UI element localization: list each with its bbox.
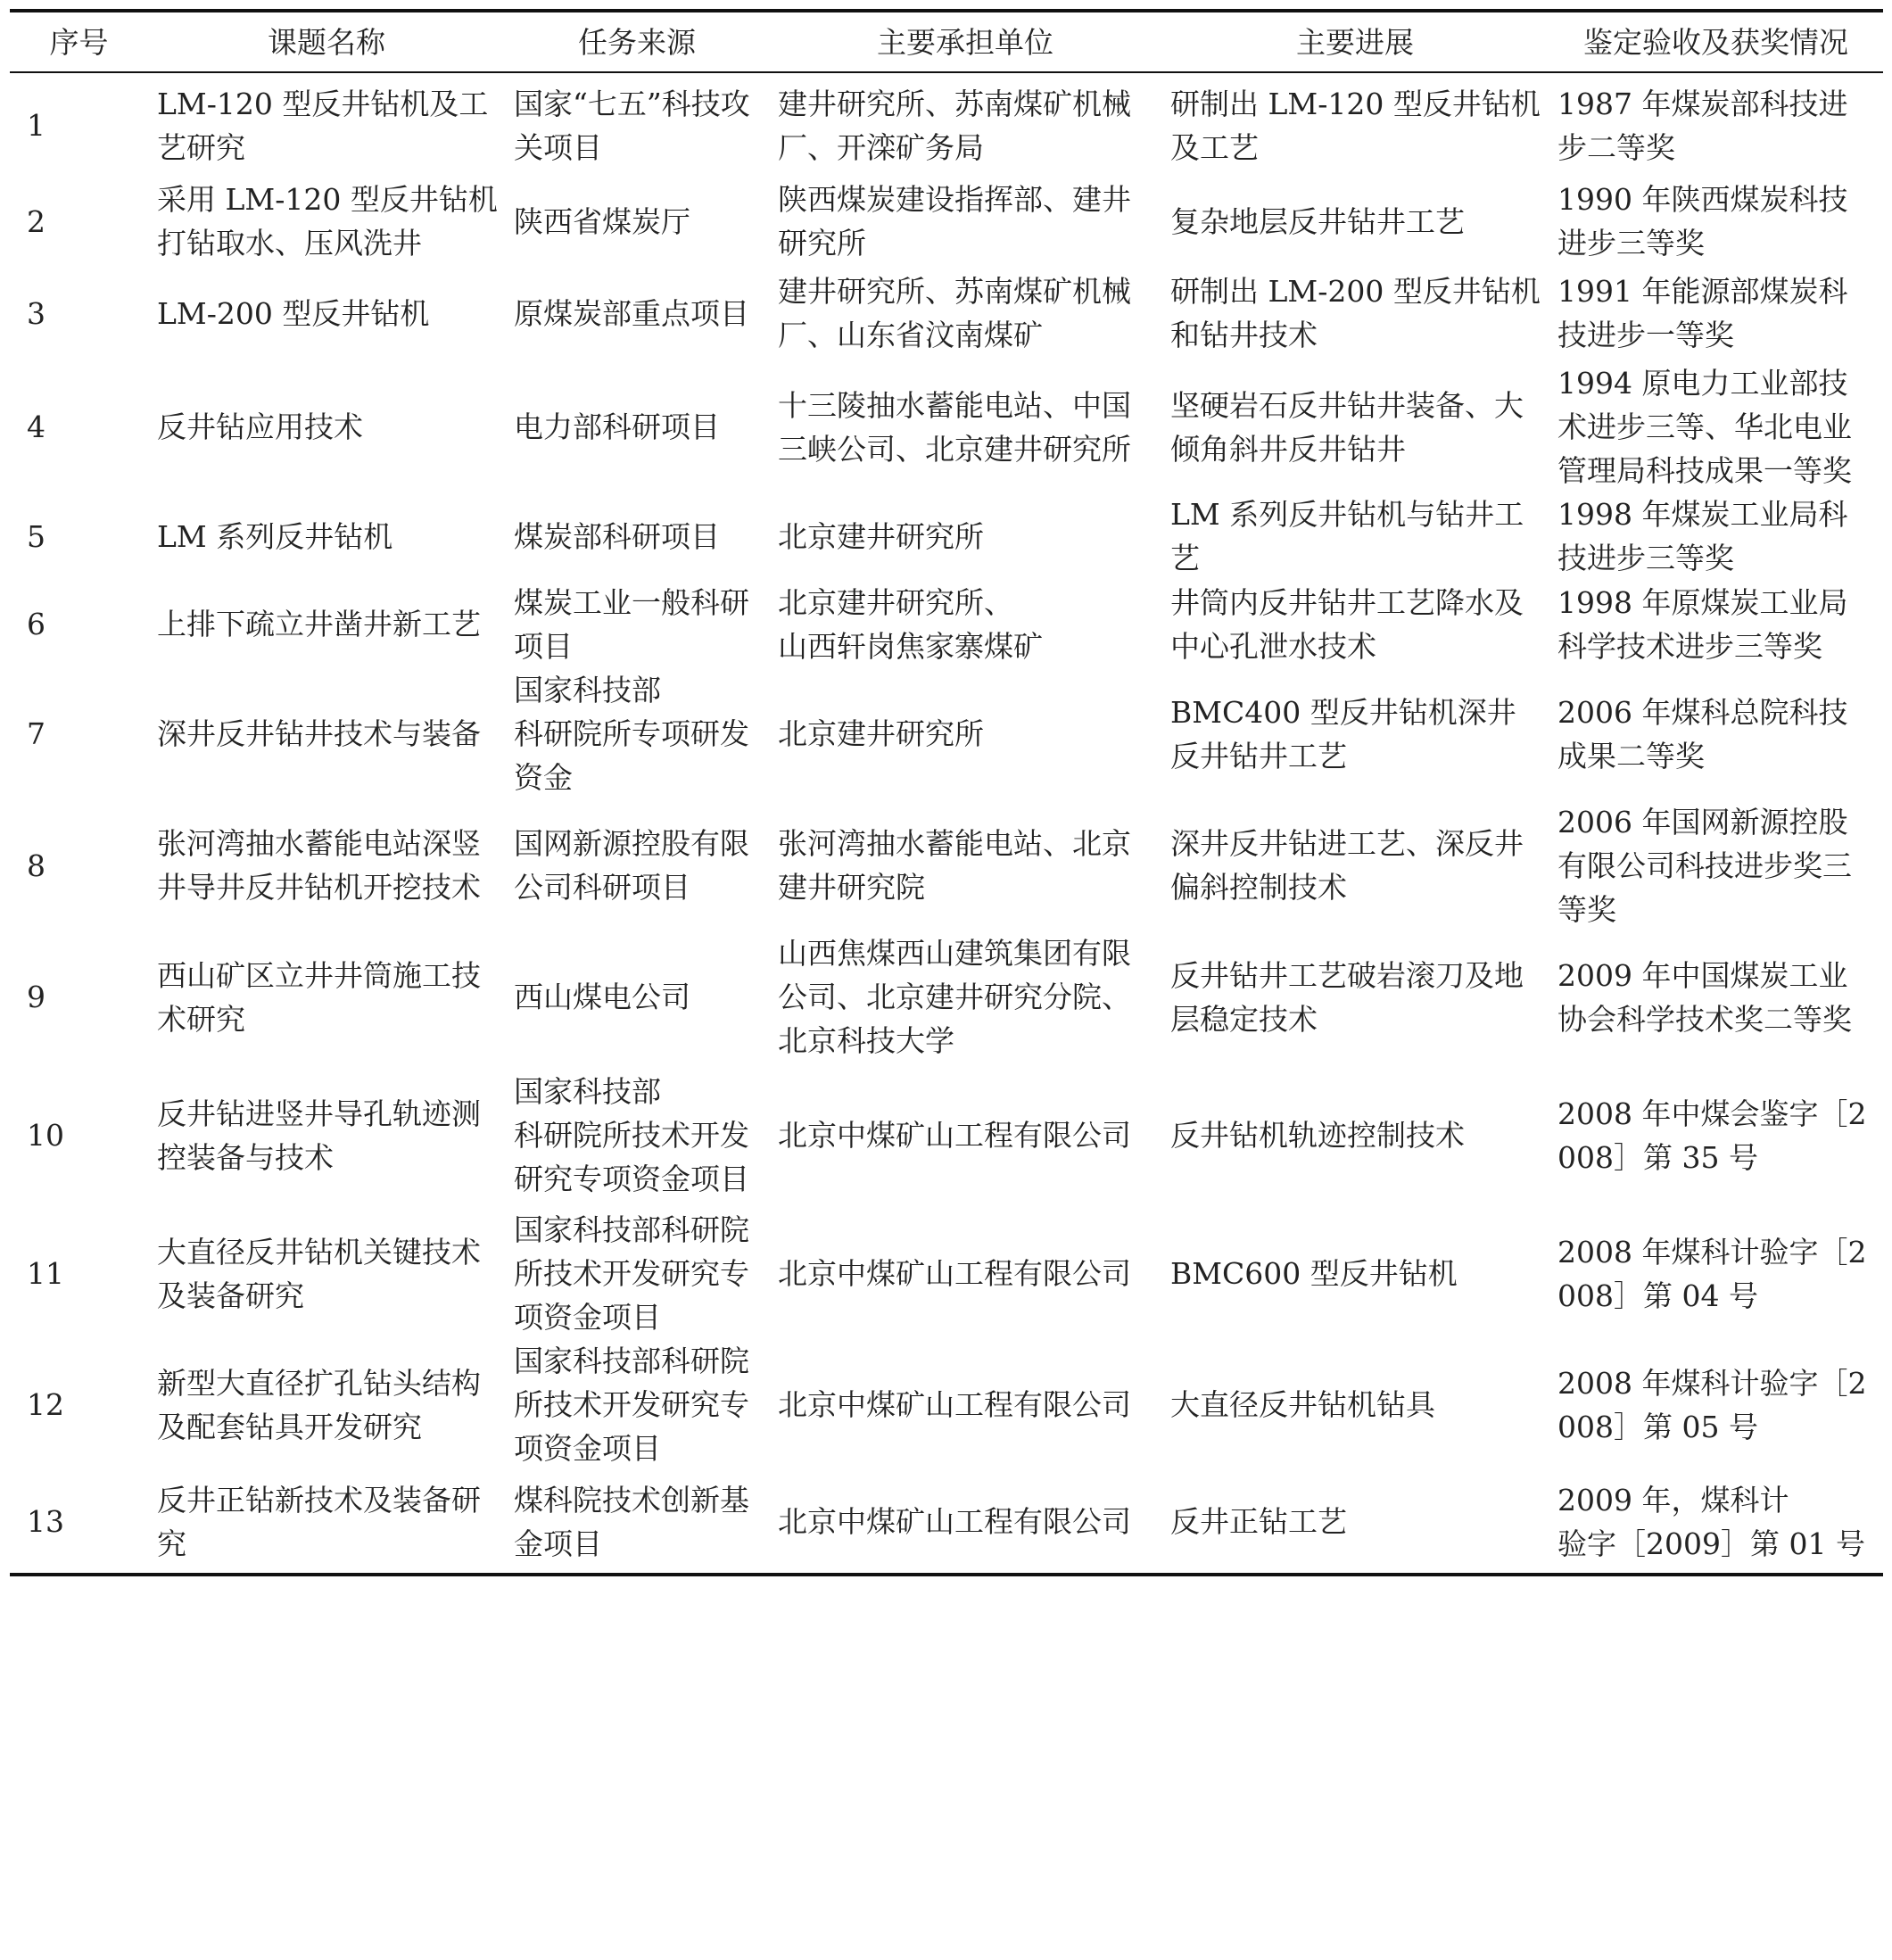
main-progress: 反井正钻工艺	[1170, 1504, 1347, 1539]
header-title: 课题名称	[268, 24, 385, 60]
award-status: 2008 年煤科计验字［2008］第 05 号	[1557, 1365, 1867, 1444]
award-status: 1998 年原煤炭工业局科学技术进步三等奖	[1557, 584, 1848, 664]
award-status: 2009 年中国煤炭工业协会科学技术奖二等奖	[1557, 957, 1852, 1037]
project-title: 张河湾抽水蓄能电站深竖井导井反井钻机开挖技术	[157, 826, 481, 905]
header-award: 鉴定验收及获奖情况	[1583, 24, 1848, 60]
research-projects-table	[10, 9, 1883, 1576]
undertaking-units: 北京中煤矿山工程有限公司	[778, 1118, 1131, 1153]
project-title: 采用 LM-120 型反井钻机打钻取水、压风洗井	[157, 182, 498, 261]
task-source: 国家科技部科研院所技术开发研究专项资金项目	[514, 1212, 749, 1335]
undertaking-units: 北京中煤矿山工程有限公司	[778, 1387, 1131, 1422]
row-number: 11	[27, 1256, 64, 1291]
award-status: 2008 年煤科计验字［2008］第 04 号	[1557, 1234, 1867, 1313]
award-status: 2006 年煤科总院科技成果二等奖	[1557, 694, 1848, 773]
row-number: 13	[27, 1504, 64, 1539]
table-body	[10, 72, 1883, 1575]
main-progress: BMC600 型反井钻机	[1170, 1256, 1458, 1291]
undertaking-units: 北京中煤矿山工程有限公司	[778, 1256, 1131, 1291]
undertaking-units: 山西焦煤西山建筑集团有限公司、北京建井研究分院、北京科技大学	[778, 936, 1131, 1058]
project-title: 深井反井钻井技术与装备	[157, 716, 481, 751]
main-progress: 深井反井钻进工艺、深反井偏斜控制技术	[1170, 826, 1524, 905]
award-status: 2006 年国网新源控股有限公司科技进步奖三等奖	[1557, 804, 1852, 927]
project-title: LM-120 型反井钻机及工艺研究	[157, 86, 489, 165]
table-row	[10, 1470, 1883, 1575]
row-number: 8	[27, 848, 45, 883]
undertaking-units: 张河湾抽水蓄能电站、北京建井研究院	[778, 826, 1131, 905]
table-row	[10, 265, 1883, 361]
row-number: 7	[27, 716, 45, 751]
table-row	[10, 178, 1883, 265]
undertaking-units: 建井研究所、苏南煤矿机械厂、开滦矿务局	[778, 86, 1131, 165]
main-progress: 复杂地层反井钻井工艺	[1170, 203, 1465, 239]
award-status: 2009 年，煤科计 验字［2009］第 01 号	[1557, 1482, 1865, 1561]
project-title: 西山矿区立井井筒施工技术研究	[157, 957, 481, 1037]
research-projects-table-container	[10, 9, 1883, 1576]
undertaking-units: 北京建井研究所、 山西轩岗焦家寨煤矿	[778, 584, 1043, 664]
table-row	[10, 580, 1883, 668]
table-row	[10, 799, 1883, 931]
main-progress: 坚硬岩石反井钻井装备、大倾角斜井反井钻井	[1170, 387, 1524, 467]
task-source: 国家科技部科研院所技术开发研究专项资金项目	[514, 1344, 749, 1466]
undertaking-units: 北京建井研究所	[778, 518, 984, 554]
award-status: 1987 年煤炭部科技进步二等奖	[1557, 86, 1848, 165]
award-status: 1990 年陕西煤炭科技进步三等奖	[1557, 182, 1848, 261]
row-number: 1	[27, 108, 45, 143]
table-row	[10, 1208, 1883, 1339]
award-status: 2008 年中煤会鉴字［2008］第 35 号	[1557, 1096, 1867, 1175]
task-source: 原煤炭部重点项目	[514, 295, 749, 331]
table-row	[10, 361, 1883, 492]
table-header-row	[10, 11, 1883, 72]
main-progress: BMC400 型反井钻机深井反井钻井工艺	[1170, 694, 1516, 773]
row-number: 3	[27, 295, 45, 331]
project-title: 反井钻应用技术	[157, 409, 363, 444]
header-number: 序号	[49, 24, 109, 60]
task-source: 煤炭工业一般科研项目	[514, 584, 749, 664]
project-title: LM 系列反井钻机	[157, 518, 393, 554]
task-source: 煤科院技术创新基金项目	[514, 1482, 749, 1561]
undertaking-units: 十三陵抽水蓄能电站、中国三峡公司、北京建井研究所	[778, 387, 1131, 467]
table-row	[10, 492, 1883, 580]
undertaking-units: 北京中煤矿山工程有限公司	[778, 1504, 1131, 1539]
table-row	[10, 1339, 1883, 1470]
main-progress: 反井钻井工艺破岩滚刀及地层稳定技术	[1170, 957, 1524, 1037]
project-title: 反井正钻新技术及装备研究	[157, 1482, 481, 1561]
row-number: 9	[27, 980, 45, 1014]
main-progress: 研制出 LM-200 型反井钻机和钻井技术	[1170, 274, 1541, 352]
project-title: 大直径反井钻机关键技术及装备研究	[157, 1234, 481, 1313]
award-status: 1994 原电力工业部技术进步三等、华北电业管理局科技成果一等奖	[1557, 366, 1852, 488]
award-status: 1991 年能源部煤炭科技进步一等奖	[1557, 274, 1848, 352]
task-source: 国网新源控股有限公司科研项目	[514, 826, 749, 905]
table-row	[10, 931, 1883, 1063]
header-source: 任务来源	[578, 24, 696, 60]
project-title: 反井钻进竖井导孔轨迹测控装备与技术	[157, 1096, 481, 1175]
project-title: LM-200 型反井钻机	[157, 295, 430, 331]
main-progress: 井筒内反井钻井工艺降水及中心孔泄水技术	[1170, 584, 1524, 664]
undertaking-units: 陕西煤炭建设指挥部、建井研究所	[778, 182, 1131, 261]
header-units: 主要承担单位	[877, 24, 1053, 60]
task-source: 煤炭部科研项目	[514, 518, 720, 554]
row-number: 5	[27, 518, 45, 554]
task-source: 电力部科研项目	[514, 409, 720, 444]
award-status: 1998 年煤炭工业局科技进步三等奖	[1557, 497, 1848, 575]
undertaking-units: 建井研究所、苏南煤矿机械厂、山东省汶南煤矿	[778, 274, 1131, 352]
row-number: 2	[27, 203, 45, 239]
project-title: 上排下疏立井凿井新工艺	[157, 607, 481, 641]
task-source: 陕西省煤炭厅	[514, 203, 690, 239]
table-row	[10, 668, 1883, 799]
table-row	[10, 1063, 1883, 1208]
task-source: 西山煤电公司	[514, 980, 690, 1014]
row-number: 12	[27, 1387, 64, 1422]
header-progress: 主要进展	[1296, 24, 1414, 60]
project-title: 新型大直径扩孔钻头结构及配套钻具开发研究	[157, 1365, 481, 1444]
row-number: 6	[27, 607, 45, 641]
main-progress: 大直径反井钻机钻具	[1170, 1387, 1435, 1422]
task-source: 国家“七五”科技攻关项目	[514, 86, 750, 165]
main-progress: LM 系列反井钻机与钻井工艺	[1170, 497, 1524, 575]
task-source: 国家科技部 科研院所专项研发资金	[514, 673, 749, 795]
table-row	[10, 72, 1883, 178]
main-progress: 研制出 LM-120 型反井钻机及工艺	[1170, 86, 1541, 165]
undertaking-units: 北京建井研究所	[778, 716, 984, 751]
row-number: 4	[27, 409, 45, 444]
task-source: 国家科技部 科研院所技术开发研究专项资金项目	[514, 1074, 749, 1196]
row-number: 10	[27, 1118, 64, 1153]
main-progress: 反井钻机轨迹控制技术	[1170, 1118, 1465, 1153]
